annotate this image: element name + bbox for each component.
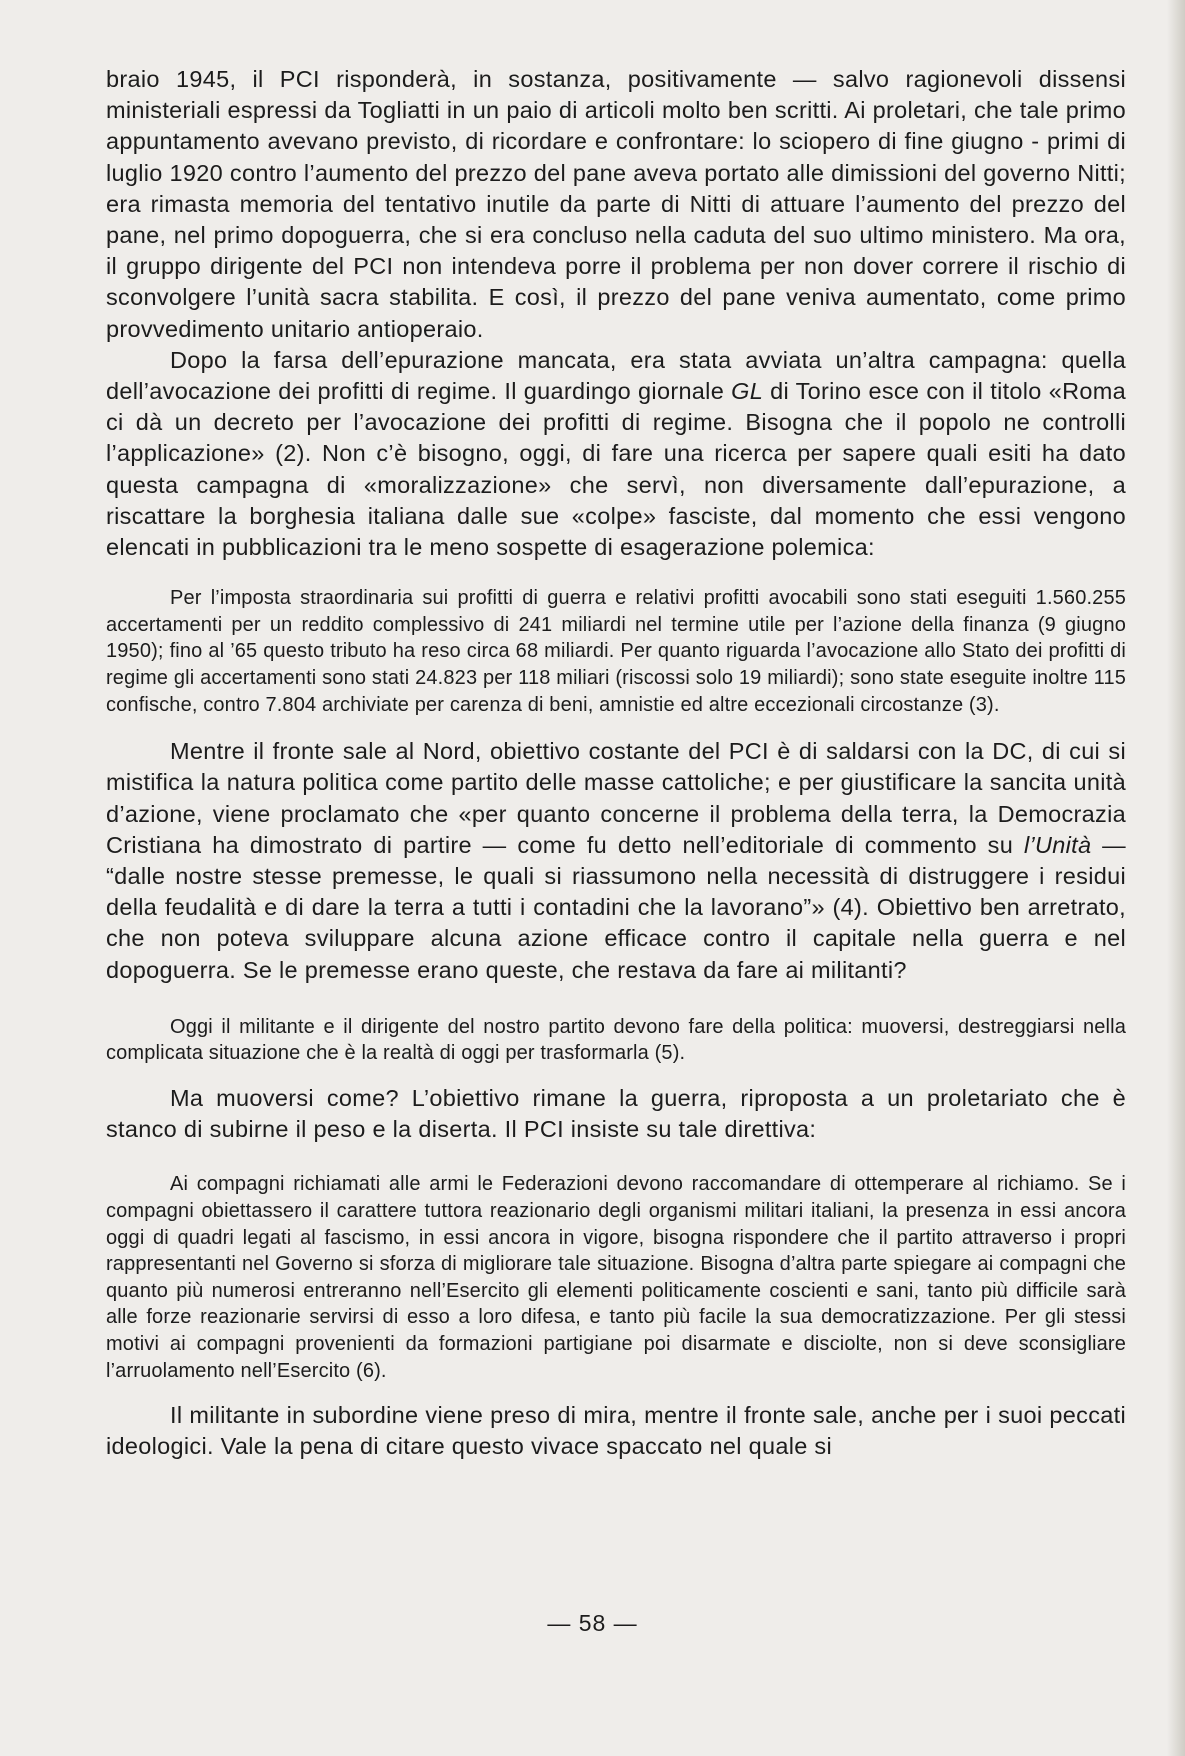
paragraph-2 <box>106 345 1126 563</box>
paragraph-3 <box>106 736 1126 986</box>
paragraph-3-part-a: Mentre il fronte sale al Nord, obiettivo costante del PCI è di saldarsi con la DC, di cui si mistifica la natura politica come partito delle masse cattoliche; e per giustificare la sancita unità d’azione, viene proclamato che «per quanto concerne il problema della terra, la Democrazia Cristiana ha dimostrato di partire — come fu detto nell’editoriale di commento su <box>106 738 1126 858</box>
paragraph-3-emphasis: l’Unità <box>1023 831 1092 858</box>
paragraph-group-1 <box>106 64 1126 563</box>
paragraph-2-part-b: di Torino esce con il titolo «Roma ci dà un decreto per l’avocazione dei profitti di regime. Bisogna che il popolo ne controlli l’applicazione» (2). Non c’è bisogno, oggi, di fare una ricerca per sapere quali esiti ha dato questa campagna di «moralizzazione» che servì, non diversamente dall’epurazione, a riscattare la borghesia italiana dalle sue «colpe» fasciste, dal momento che essi vengono elencati in pubblicazioni tra le meno sospette di esagerazione polemica: <box>106 378 1126 561</box>
paragraph-2-emphasis: GL <box>731 378 764 405</box>
block-quote-3: Ai compagni richiamati alle armi le Federazioni devono raccomandare di ottemperare al richiamo. Se i compagni obiettassero il carattere tuttora reazionario degli organismi militari italiani, la presenza in essi ancora oggi di quadri legati al fascismo, in essi ancora in vigore, bisogna rispondere che il partito attraverso i propri rappresentanti nel Governo si sforza di migliorare tale situazione. Bisogna d’altra parte spiegare ai compagni che quanto più numerosi entreranno nell’Esercito gli elementi politicamente coscienti e sani, tanto più difficile sarà alle forze reazionarie servirsi di esso a loro difesa, e tanto più facile la sua democratizzazione. Per gli stessi motivi ai compagni provenienti da formazioni partigiane poi disarmate e disciolte, non si deve sconsigliare l’arruolamento nell’Esercito (6). <box>106 1173 1126 1382</box>
block-quote-2: Oggi il militante e il dirigente del nostro partito devono fare della politica: muoversi, destreggiarsi nella complicata situazione che è la realtà di oggi per trasformarla (5). <box>106 1015 1126 1065</box>
paragraph-group-3 <box>106 1083 1126 1145</box>
paragraph-1: braio 1945, il PCI risponderà, in sostanza, positivamente — salvo ragionevoli dissensi ministeriali espressi da Togliatti in un paio di articoli molto ben scritti. Ai proletari, che tale primo appuntamento avevano previsto, di ricordare e confrontare: lo sciopero di fine giugno - primi di luglio 1920 contro l’aumento del prezzo del pane aveva portato alle dimissioni del governo Nitti; era rimasta memoria del tentativo inutile da parte di Nitti di attuare l’aumento del prezzo del pane, nel primo dopoguerra, che si era concluso nella caduta del suo ultimo ministero. Ma ora, il gruppo dirigente del PCI non intendeva porre il problema per non dover correre il rischio di sconvolgere l’unità sacra stabilita. E così, il prezzo del pane veniva aumentato, come primo provvedimento unitario antioperaio. <box>106 66 1126 342</box>
paragraph-4: Ma muoversi come? L’obiettivo rimane la guerra, riproposta a un proletariato che è stanco di subirne il peso e la diserta. Il PCI insiste su tale direttiva: <box>106 1085 1126 1143</box>
page-content <box>106 64 1126 1463</box>
paragraph-group-4 <box>106 1400 1126 1462</box>
page-number: — 58 — <box>547 1610 638 1636</box>
paragraph-3-part-b: — “dalle nostre stesse premesse, le quali si riassumono nella necessità di distruggere i residui della feudalità e di dare la terra a tutti i contadini che la lavorano”» (4). Obiettivo ben arretrato, che non poteva sviluppare alcuna azione efficace contro il capitale nella guerra e nel dopoguerra. Se le premesse erano queste, che restava da fare ai militanti? <box>106 831 1126 983</box>
paragraph-2-part-a: Dopo la farsa dell’epurazione mancata, era stata avviata un’altra campagna: quella dell’avocazione dei profitti di regime. Il guardingo giornale <box>106 346 1126 405</box>
paragraph-group-2 <box>106 736 1126 986</box>
block-quote-1: Per l’imposta straordinaria sui profitti di guerra e relativi profitti avocabili sono stati eseguiti 1.560.255 accertamenti per un reddito complessivo di 241 miliardi nel termine utile per l’azione della finanza (9 giugno 1950); fino al ’65 questo tributo ha reso circa 68 miliardi. Per quanto riguarda l’avocazione allo Stato dei profitti di regime gli accertamenti sono stati 24.823 per 118 miliari (riscossi solo 19 miliardi); sono state eseguite inoltre 115 confische, contro 7.804 archiviate per carenza di beni, amnistie ed altre eccezionali circostanze (3). <box>106 587 1126 716</box>
paragraph-5: Il militante in subordine viene preso di mira, mentre il fronte sale, anche per i suoi peccati ideologici. Vale la pena di citare questo vivace spaccato nel quale si <box>106 1402 1126 1460</box>
